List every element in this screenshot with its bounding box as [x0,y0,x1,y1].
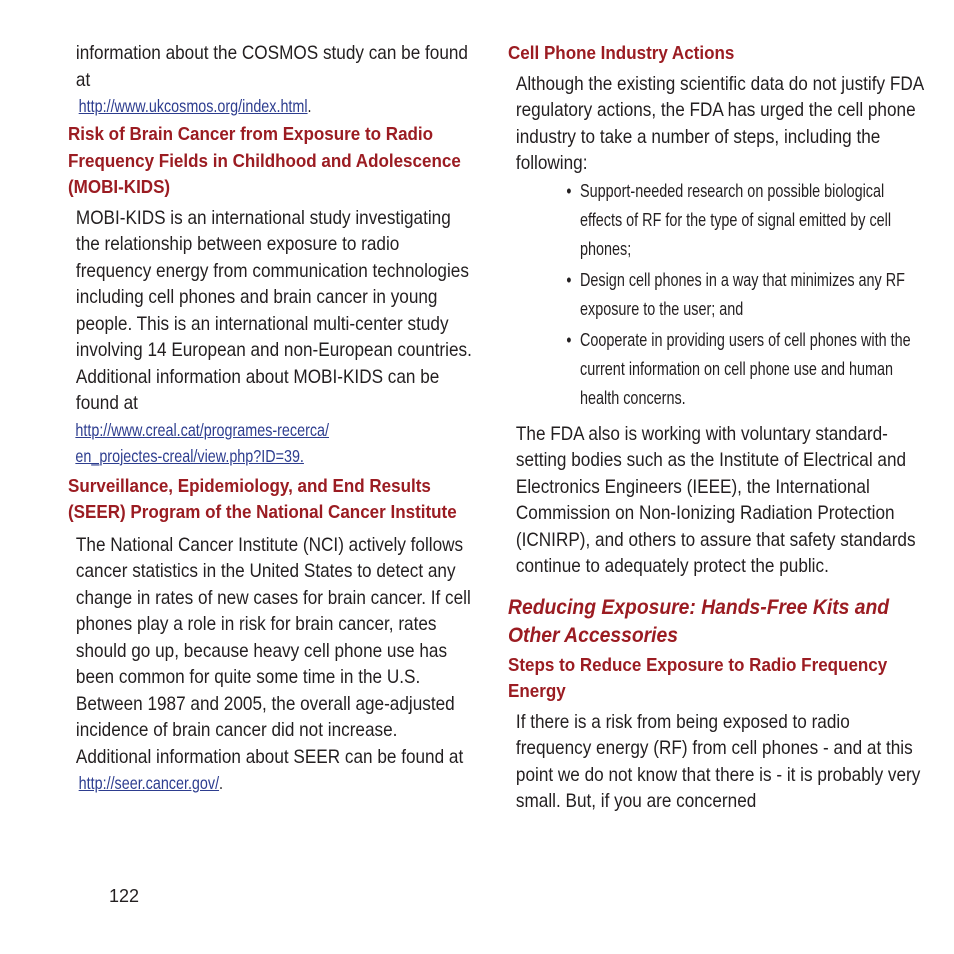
seer-period: . [219,773,224,793]
cosmos-period: . [307,96,312,116]
steps-paragraph: If there is a risk from being exposed to radio frequency energy (RF) from cell phones - and at this point we do not know that there is - it is probably very small. But, if you are concerned [515,710,921,812]
cosmos-link[interactable]: http://www.ukcosmos.org/index.html [78,96,308,116]
industry-actions-heading: Cell Phone Industry Actions [508,42,735,63]
steps-heading: Steps to Reduce Exposure to Radio Frequency Energy [508,653,888,701]
industry-actions-paragraph: Although the existing scientific data do not justify FDA regulatory actions, the FDA has urged the cell phone industry to take a number of steps, including the following: [515,72,924,174]
right-column [508,40,924,815]
seer-heading: Surveillance, Epidemiology, and End Results (SEER) Program of the National Cancer Institute [68,474,457,522]
list-item-text: Design cell phones in a way that minimizes any RF exposure to the user; and [580,269,905,319]
seer-paragraph: The National Cancer Institute (NCI) actively follows cancer statistics in the United States to detect any change in rates of new cases for brain cancer. If cell phones play a role in risk for brain cancer, rates should go up, because heavy cell phone use has been common for quite some time in the U.S. Between 1987 and 2005, the overall age-adjusted incidence of brain cancer did not increase. Additional information about SEER can be found at [75,533,471,768]
cosmos-paragraph: information about the COSMOS study can be found at [75,42,468,91]
seer-link[interactable]: http://seer.cancer.gov/ [78,773,220,793]
mobi-kids-link-2[interactable]: en_projectes-creal/view.php?ID=39. [75,445,304,466]
bullet-marker: • [566,329,572,350]
fda-paragraph: The FDA also is working with voluntary standard-setting bodies such as the Institute of Electrical and Electronics Engineers (IEEE), the International Commission on Non-Ionizing Radiation Protection (ICNIRP), and others to assure that safety standards continue to adequately protect the public. [515,422,916,577]
mobi-kids-heading: Risk of Brain Cancer from Exposure to Radio Frequency Fields in Childhood and Adolescence (MOBI-KIDS) [68,123,461,197]
left-column [68,40,472,796]
bullet-marker: • [566,269,572,290]
list-item-text: Cooperate in providing users of cell phones with the current information on cell phone use and human health concerns. [580,329,911,408]
mobi-kids-link-1[interactable]: http://www.creal.cat/programes-recerca/ [75,419,329,440]
mobi-kids-link-line-2 [68,443,476,469]
list-item [566,266,926,324]
reducing-exposure-heading: Reducing Exposure: Hands-Free Kits and Other Accessories [508,595,890,647]
page-number: 122 [109,886,140,906]
mobi-kids-link-line-1 [68,417,476,443]
seer-link-line [68,770,479,796]
bullet-marker: • [566,180,572,201]
list-item [566,177,926,264]
list-item-text: Support-needed research on possible biological effects of RF for the type of signal emitted by cell phones; [580,180,892,259]
cosmos-link-line [68,93,479,119]
industry-steps-list [508,177,918,413]
list-item [566,326,926,413]
mobi-kids-paragraph: MOBI-KIDS is an international study investigating the relationship between exposure to radio frequency energy from communication technologies including cell phones and brain cancer in young people. This is an international multi-center study involving 14 European and non-European countries. Additional information about MOBI-KIDS can be found at [75,206,472,414]
